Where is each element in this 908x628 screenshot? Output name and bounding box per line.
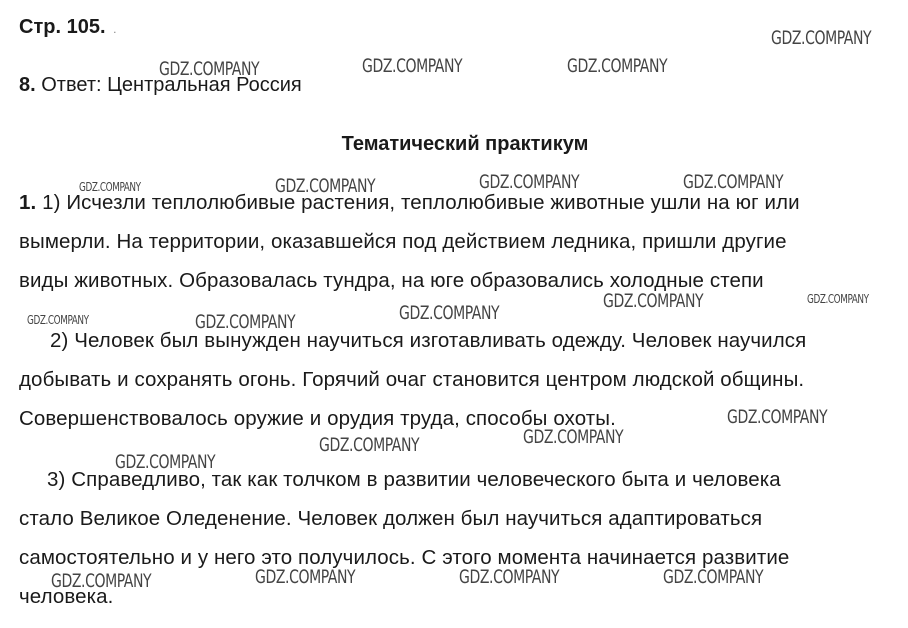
watermark: GDZ.COMPANY [255,566,356,588]
page-heading [19,16,116,39]
page-heading-dot: . [113,22,117,36]
task-1-part-1-text: 1) Исчезли теплолюбивые растения, теплолюбивые животные ушли на юг или [42,191,800,214]
task-1-number: 1. [19,191,37,214]
watermark: GDZ.COMPANY [115,451,216,473]
watermark: GDZ.COMPANY [523,426,624,448]
task-1-part-3 [19,460,899,616]
section-title: Тематический практикум [341,133,589,155]
task-1-part-3-line: человека. [19,585,114,608]
watermark: GDZ.COMPANY [51,570,152,592]
watermark: GDZ.COMPANY [275,175,376,197]
watermark: GDZ.COMPANY [195,311,296,333]
task-1-part-3-line: 3) Справедливо, так как толчком в развитии человеческого быта и человека [47,468,781,491]
watermark: GDZ.COMPANY [683,171,784,193]
watermark: GDZ.COMPANY [603,290,704,312]
task-1-part-3-line: стало Великое Оледенение. Человек должен был научиться адаптироваться [19,507,763,530]
watermark: GDZ.COMPANY [362,55,463,77]
task-1-part-2-line: 2) Человек был вынужден научиться изготавливать одежду. Человек научился [50,329,807,352]
watermark: GDZ.COMPANY [567,55,668,77]
watermark: GDZ.COMPANY [319,434,420,456]
watermark: GDZ.COMPANY [459,566,560,588]
task-1-part-1 [19,183,899,300]
watermark: GDZ.COMPANY [79,180,141,194]
watermark: GDZ.COMPANY [807,292,869,306]
watermark: GDZ.COMPANY [159,58,260,80]
answer-8-number: 8. [19,74,36,96]
task-1-part-3-line: самостоятельно и у него это получилось. С этого момента начинается развитие [19,546,790,569]
task-1-part-1-line: виды животных. Образовалась тундра, на юге образовались холодные степи [19,269,764,292]
answer-8-text: Ответ: Центральная Россия [41,74,302,96]
watermark: GDZ.COMPANY [27,313,89,327]
task-1-part-2-line: добывать и сохранять огонь. Горячий очаг становится центром людской общины. [19,368,805,391]
watermark: GDZ.COMPANY [727,406,828,428]
watermark: GDZ.COMPANY [479,171,580,193]
watermark: GDZ.COMPANY [771,27,872,49]
watermark: GDZ.COMPANY [399,302,500,324]
task-1-part-2-line: Совершенствовалось оружие и орудия труда, способы охоты. [19,407,616,430]
watermark: GDZ.COMPANY [663,566,764,588]
page-heading-text: Стр. 105. [19,16,106,38]
task-1-part-1-line: вымерли. На территории, оказавшейся под действием ледника, пришли другие [19,230,787,253]
